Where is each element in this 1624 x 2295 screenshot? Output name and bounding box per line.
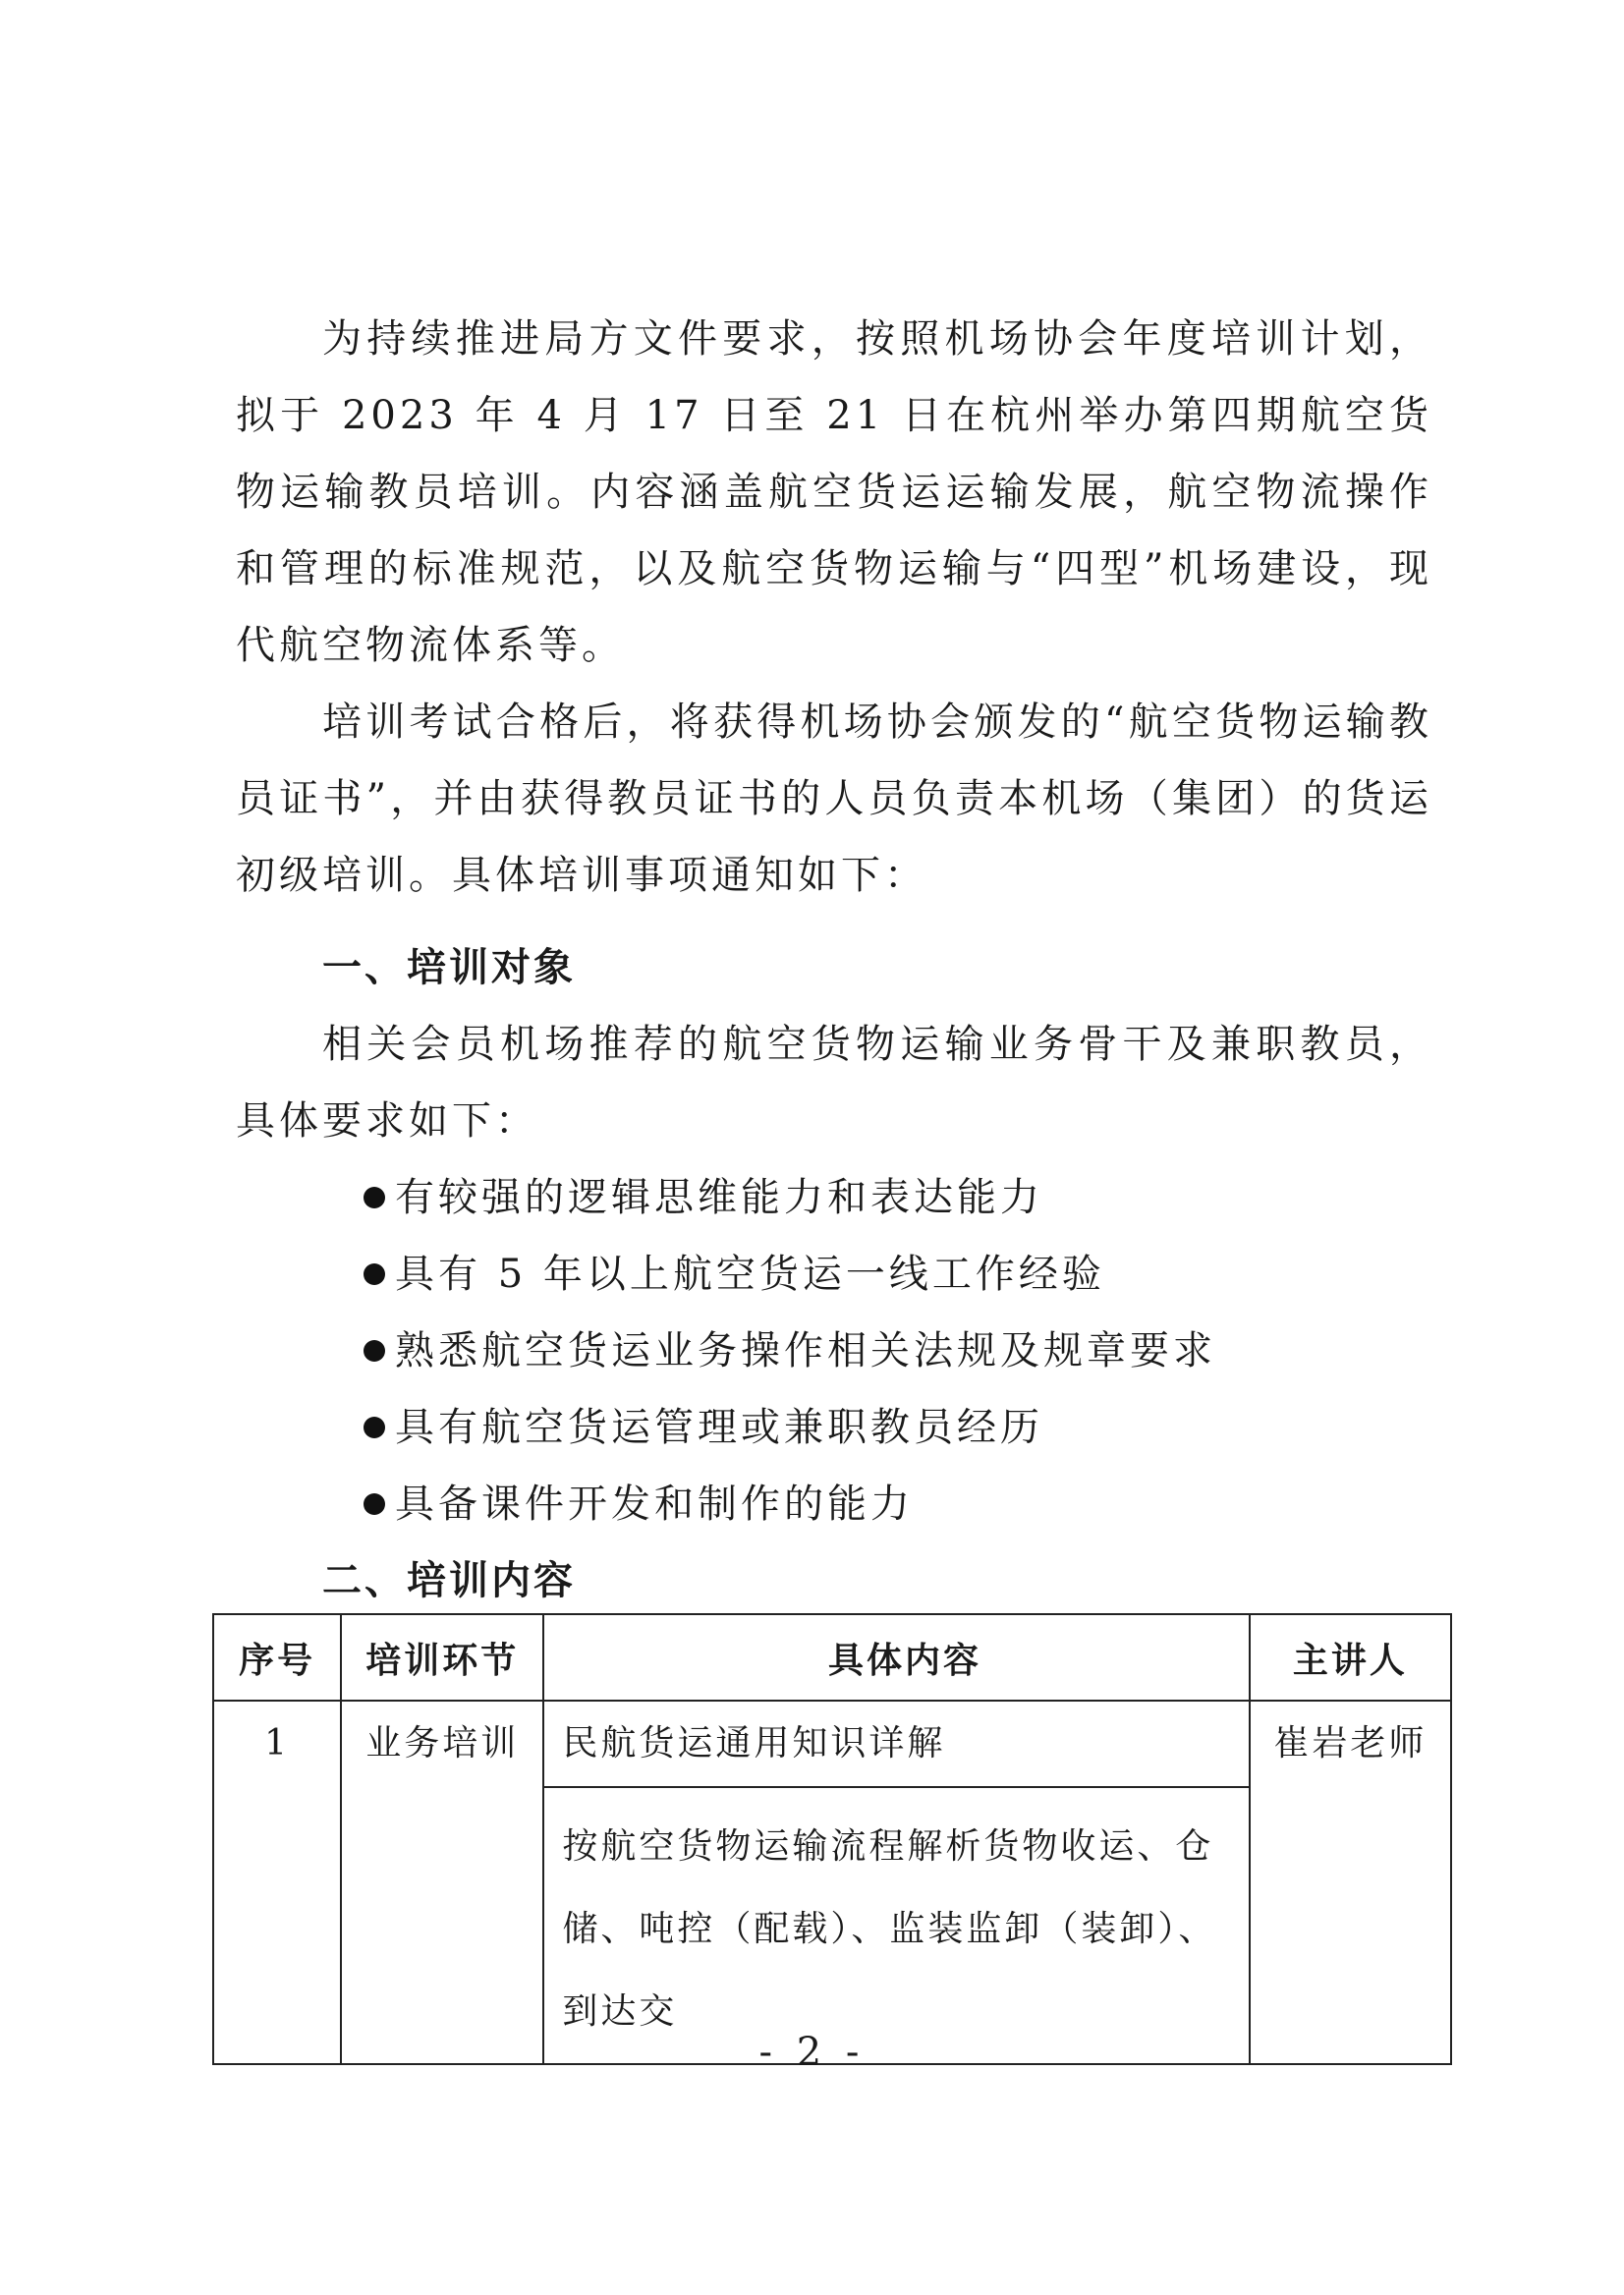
page-number: - 2 - bbox=[758, 2030, 866, 2075]
list-item: 具有航空货运管理或兼职教员经历 bbox=[364, 1389, 1216, 1466]
content-item-2: 按航空货物运输流程解析货物收运、仓储、吨控（配载）、监装监卸（装卸）、到达交 bbox=[562, 1826, 1217, 2032]
header-no: 序号 bbox=[213, 1614, 341, 1701]
section-1-heading: 一、培训对象 bbox=[322, 945, 576, 990]
cell-content bbox=[543, 1701, 1249, 2064]
intro-section bbox=[236, 301, 1432, 914]
cell-lecturer: 崔岩老师 bbox=[1250, 1701, 1451, 2064]
section-2-heading: 二、培训内容 bbox=[322, 1558, 576, 1603]
content-item-1: 民航货运通用知识详解 bbox=[544, 1702, 1248, 1788]
list-item: 具有 5 年以上航空货运一线工作经验 bbox=[364, 1236, 1216, 1313]
list-item: 有较强的逻辑思维能力和表达能力 bbox=[364, 1159, 1216, 1236]
table-row bbox=[213, 1701, 1451, 2064]
header-stage: 培训环节 bbox=[341, 1614, 543, 1701]
bullet-icon bbox=[364, 1493, 385, 1515]
training-content-table bbox=[212, 1613, 1452, 2065]
bullet-icon bbox=[364, 1187, 385, 1208]
list-item: 熟悉航空货运业务操作相关法规及规章要求 bbox=[364, 1313, 1216, 1389]
cell-stage: 业务培训 bbox=[341, 1701, 543, 2064]
bullet-icon bbox=[364, 1417, 385, 1438]
bullet-icon bbox=[364, 1340, 385, 1362]
paragraph-1: 为持续推进局方文件要求，按照机场协会年度培训计划，拟于 2023 年 4 月 17 日至 21 日在杭州举办第四期航空货物运输教员培训。内容涵盖航空货运运输发展，航空物流操作和管理的标准规范，以及航空货物运输与“四型”机场建设，现代航空物流体系等。 bbox=[236, 316, 1432, 668]
section-1-intro: 相关会员机场推荐的航空货物运输业务骨干及兼职教员，具体要求如下： bbox=[236, 1022, 1432, 1144]
header-content: 具体内容 bbox=[543, 1614, 1249, 1701]
header-lecturer: 主讲人 bbox=[1250, 1614, 1451, 1701]
section-1-intro-block bbox=[236, 1006, 1432, 1159]
list-item: 具备课件开发和制作的能力 bbox=[364, 1466, 1216, 1542]
table-header-row bbox=[213, 1614, 1451, 1701]
requirements-list bbox=[364, 1159, 1216, 1542]
cell-no: 1 bbox=[213, 1701, 341, 2064]
bullet-icon bbox=[364, 1263, 385, 1285]
paragraph-2: 培训考试合格后，将获得机场协会颁发的“航空货物运输教员证书”，并由获得教员证书的人员负责本机场（集团）的货运初级培训。具体培训事项通知如下： bbox=[236, 700, 1432, 898]
